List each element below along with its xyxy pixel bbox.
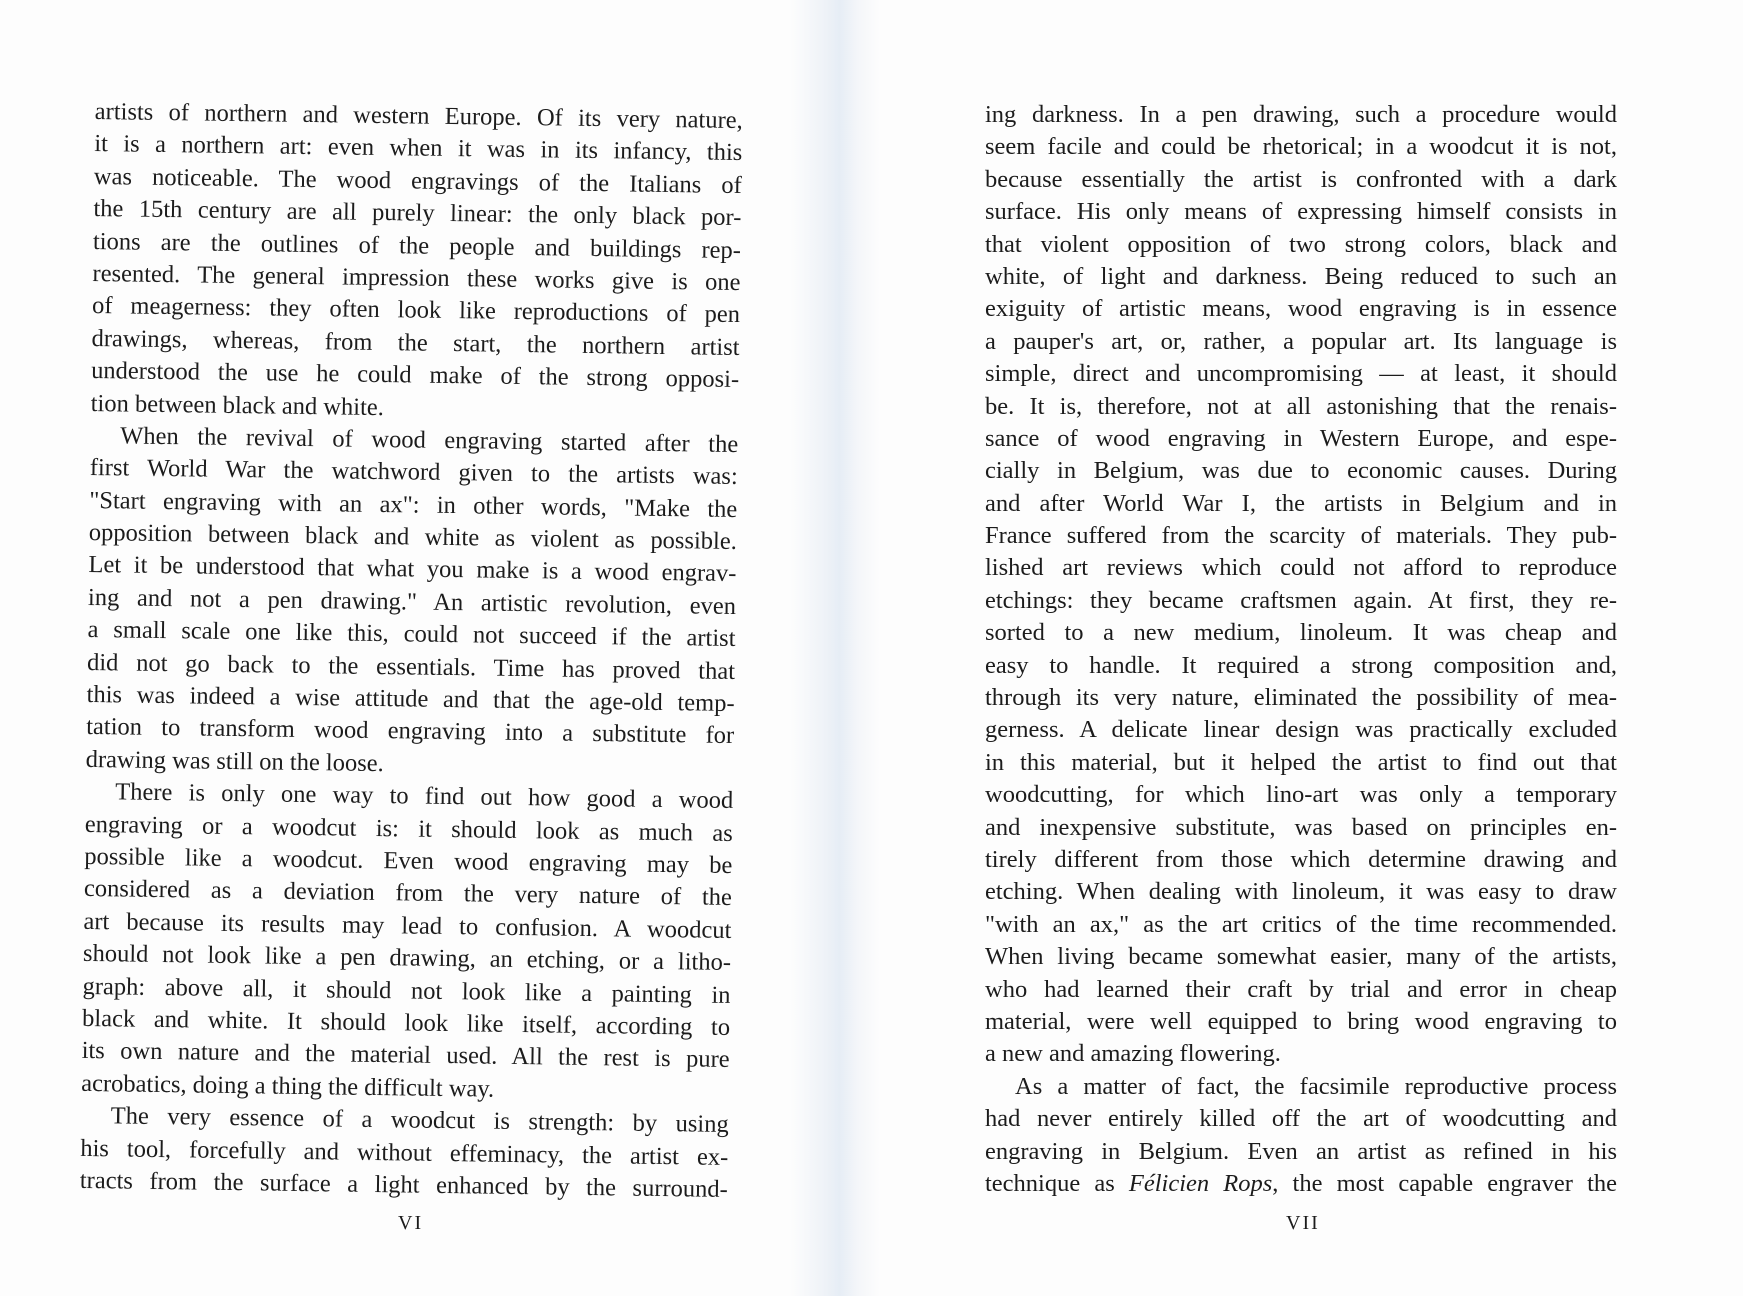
- text-line-content: When living became somewhat easier, many of the artists,: [985, 943, 1617, 971]
- text-line-content: exiguity of artistic means, wood engraving is in essence: [985, 295, 1617, 323]
- text-line: [985, 585, 1617, 617]
- text-line-content: opposition between black and white as violent as possible.: [88, 519, 738, 556]
- text-line-content: easy to handle. It required a strong composition and,: [985, 651, 1617, 679]
- text-line: [985, 876, 1617, 908]
- text-line: [985, 1071, 1617, 1103]
- text-line-content: tracts from the surface a light enhanced by the surround-: [79, 1166, 728, 1203]
- text-line: [985, 1168, 1617, 1200]
- text-line: [985, 261, 1617, 293]
- left-page: [80, 96, 743, 1206]
- text-line-content: that violent opposition of two strong colors, black and: [985, 230, 1617, 258]
- text-line-content: who had learned their craft by trial and error in cheap: [985, 975, 1617, 1003]
- text-line-content: considered as a deviation from the very nature of the: [83, 875, 733, 912]
- text-line-content: black and white. It should look like itself, according to: [81, 1004, 731, 1041]
- text-line: [985, 131, 1617, 163]
- text-line-content: engraving or a woodcut is: it should look as much as: [84, 810, 733, 847]
- right-page: [985, 99, 1617, 1200]
- text-line-content: ing and not a pen drawing." An artistic revolution, even: [87, 583, 737, 620]
- text-line: [985, 391, 1617, 423]
- text-line-content: etchings: they became craftsmen again. At first, they re-: [985, 586, 1617, 614]
- italic-name: Félicien Rops: [1128, 1169, 1273, 1197]
- text-line-content: understood the use he could make of the strong opposi-: [90, 357, 740, 394]
- text-line-content: first World War the watchword given to the artists was:: [89, 454, 738, 491]
- text-line-content: should not look like a pen drawing, an etching, or a litho-: [82, 940, 732, 977]
- text-line-content: material, were well equipped to bring wood engraving to: [985, 1007, 1617, 1035]
- text-line-content: etching. When dealing with linoleum, it was easy to draw: [985, 878, 1617, 906]
- text-line: [985, 520, 1617, 552]
- text-line: [985, 941, 1617, 973]
- text-line-content: be. It is, therefore, not at all astonishing that the renais-: [985, 392, 1617, 420]
- text-line: [985, 650, 1617, 682]
- text-line: [985, 423, 1617, 455]
- text-line-content: white, of light and darkness. Being reduced to such an: [985, 262, 1617, 290]
- text-line: [985, 99, 1617, 131]
- text-line-content: tions are the outlines of the people and buildings rep-: [92, 227, 742, 264]
- text-line: [985, 1006, 1617, 1038]
- text-line-content: "with an ax," as the art critics of the time recommended.: [985, 910, 1617, 938]
- text-line-content: France suffered from the scarcity of materials. They pub-: [985, 522, 1617, 550]
- text-line-content: this was indeed a wise attitude and that the age-old temp-: [86, 680, 735, 718]
- text-line-content: a pauper's art, or, rather, a popular art. Its language is: [985, 327, 1617, 355]
- text-line: [985, 164, 1617, 196]
- text-line: [985, 358, 1617, 390]
- text-line: [985, 229, 1617, 261]
- text-line-content: sance of wood engraving in Western Europe, and espe-: [985, 424, 1617, 452]
- text-line-content: it is a northern art: even when it was in its infancy, this: [94, 130, 743, 167]
- text-line: [985, 488, 1617, 520]
- text-line-content: possible like a woodcut. Even wood engraving may be: [84, 842, 733, 879]
- page-number-left: VI: [398, 1212, 424, 1234]
- text-line-content: Let it be understood that what you make is a wood engrav-: [88, 551, 737, 588]
- text-line-content: "Start engraving with an ax": in other words, "Make the: [89, 486, 738, 523]
- text-line-content: did not go back to the essentials. Time has proved that: [86, 648, 736, 685]
- text-line: [985, 909, 1617, 941]
- text-line: [985, 1038, 1617, 1070]
- text-line-content: and inexpensive substitute, was based on principles en-: [985, 813, 1617, 841]
- text-line-content: When the revival of wood engraving started after the: [120, 422, 739, 458]
- text-line-content: and after World War I, the artists in Belgium and in: [985, 489, 1617, 517]
- text-line-content: woodcutting, for which lino-art was only a temporary: [985, 781, 1617, 809]
- text-line: [985, 812, 1617, 844]
- text-line-content: its own nature and the material used. All the rest is pure: [81, 1037, 730, 1074]
- text-line-content: ing darkness. In a pen drawing, such a procedure would: [985, 101, 1617, 128]
- text-line: [985, 974, 1617, 1006]
- text-line-content: a new and amazing flowering.: [985, 1040, 1281, 1068]
- text-line: [985, 455, 1617, 487]
- text-line-content: simple, direct and uncompromising — at least, it should: [985, 360, 1617, 388]
- text-line-content: sorted to a new medium, linoleum. It was cheap and: [985, 619, 1617, 647]
- text-line-content: engraving in Belgium. Even an artist as refined in his: [985, 1137, 1617, 1165]
- text-line-content: because essentially the artist is confronted with a dark: [985, 165, 1617, 193]
- text-line-content: through its very nature, eliminated the possibility of mea-: [985, 684, 1617, 712]
- text-line-content: technique as Félicien Rops, the most capable engraver the: [985, 1169, 1617, 1197]
- text-line-content: seem facile and could be rhetorical; in a woodcut it is not,: [985, 133, 1617, 161]
- text-line: [985, 552, 1617, 584]
- text-line: [985, 844, 1617, 876]
- text-line: [985, 747, 1617, 779]
- text-line: [985, 682, 1617, 714]
- text-line-content: art because its results may lead to confusion. A woodcut: [83, 907, 732, 944]
- text-line: [985, 1136, 1617, 1168]
- text-line-content: cially in Belgium, was due to economic causes. During: [985, 457, 1617, 485]
- text-line-content: had never entirely killed off the art of woodcutting and: [985, 1105, 1617, 1133]
- text-line-content: was noticeable. The wood engravings of the Italians of: [93, 162, 743, 199]
- text-line: [985, 1103, 1617, 1135]
- text-line-content: his tool, forcefully and without effeminacy, the artist ex-: [80, 1134, 729, 1171]
- text-line-content: The very essence of a woodcut is strength: by using: [110, 1102, 729, 1139]
- text-line-content: in this material, but it helped the artist to find out that: [985, 748, 1617, 776]
- text-line-content: lished art reviews which could not afford to reproduce: [985, 554, 1617, 582]
- text-line: [985, 779, 1617, 811]
- text-line-content: of meagerness: they often look like reproductions of pen: [91, 292, 741, 329]
- text-line-content: the 15th century are all purely linear: the only black por-: [93, 195, 742, 232]
- text-line-content: tion between black and white.: [90, 389, 385, 421]
- page-number-right: VII: [1286, 1212, 1320, 1234]
- text-line-content: tirely different from those which determine drawing and: [985, 845, 1617, 873]
- text-line: [985, 617, 1617, 649]
- text-line-content: gerness. A delicate linear design was practically excluded: [985, 716, 1617, 744]
- text-line: [985, 293, 1617, 325]
- text-line-content: resented. The general impression these works give is one: [92, 259, 741, 296]
- text-line-content: artists of northern and western Europe. Of its very nature,: [94, 97, 743, 135]
- text-line-content: acrobatics, doing a thing the difficult way.: [81, 1069, 495, 1103]
- text-line-content: graph: above all, it should not look like a painting in: [82, 972, 731, 1009]
- text-line: [985, 326, 1617, 358]
- text-line-content: tation to transform wood engraving into a substitute for: [86, 713, 735, 750]
- text-line-content: a small scale one like this, could not succeed if the artist: [87, 616, 736, 653]
- text-line-content: drawing was still on the loose.: [85, 745, 384, 777]
- book-gutter: [790, 0, 880, 1296]
- text-line-content: surface. His only means of expressing himself consists in: [985, 198, 1617, 226]
- text-line-content: As a matter of fact, the facsimile reproductive process: [1015, 1072, 1617, 1100]
- text-line: [985, 196, 1617, 228]
- text-line: [985, 714, 1617, 746]
- text-line-content: There is only one way to find out how good a wood: [115, 778, 734, 815]
- text-line-content: drawings, whereas, from the start, the northern artist: [91, 324, 740, 361]
